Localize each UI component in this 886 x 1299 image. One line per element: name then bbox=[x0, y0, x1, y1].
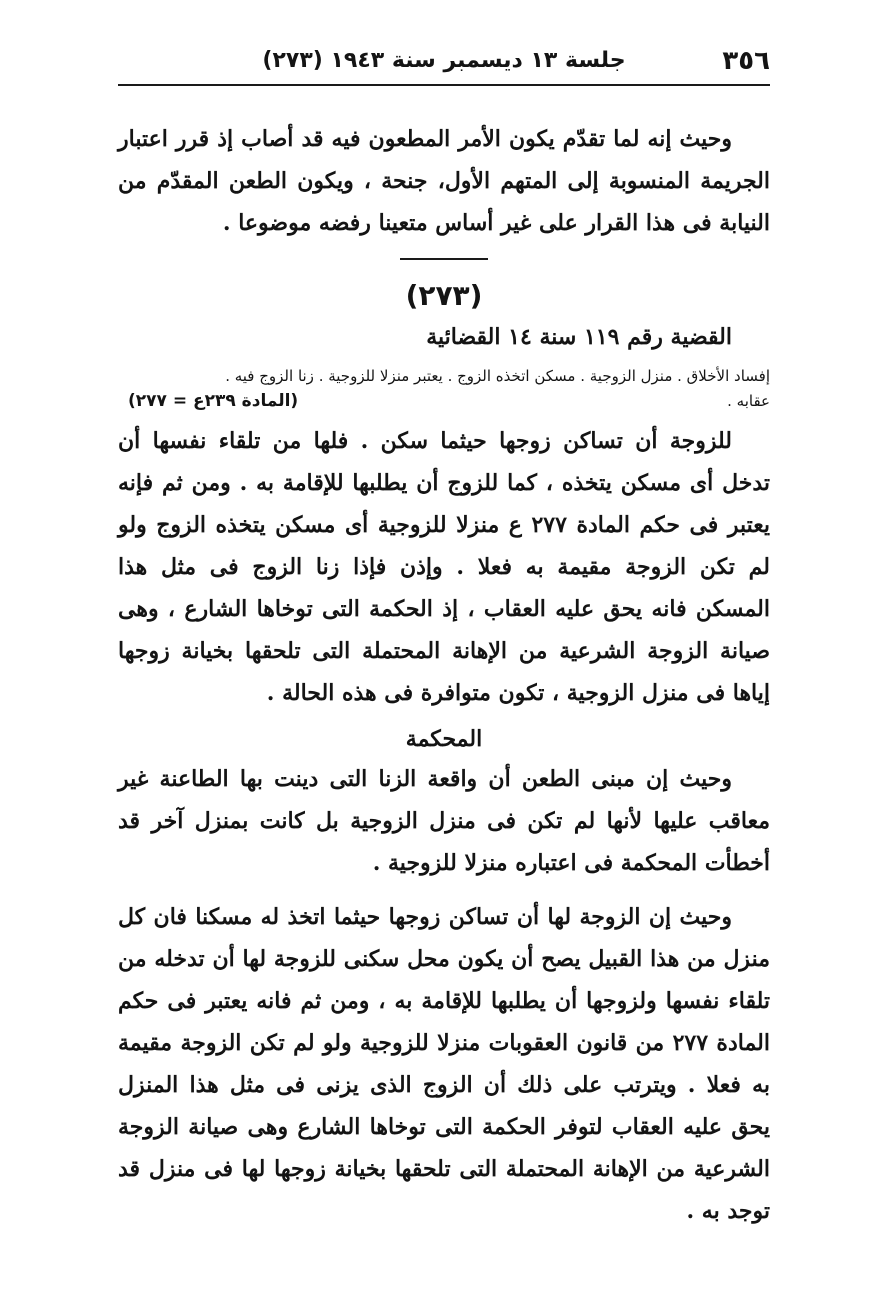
case-reference: القضية رقم ١١٩ سنة ١٤ القضائية bbox=[426, 324, 732, 350]
case-number: (٢٧٣) bbox=[405, 279, 483, 312]
page-content bbox=[118, 118, 770, 1232]
keywords-line-2-row bbox=[118, 389, 770, 414]
article-reference: (المادة ٢٣٩ع = ٢٧٧) bbox=[128, 391, 299, 411]
keywords-line-1: إفساد الأخلاق . منزل الزوجية . مسكن اتخذه الزوج . يعتبر منزلا للزوجية . زنا الزوج فيه . bbox=[225, 367, 770, 385]
previous-case-conclusion: وحيث إنه لما تقدّم يكون الأمر المطعون فيه قد أصاب إذ قرر اعتبار الجريمة المنسوبة إلى المتهم الأول، جنحة ، ويكون الطعن المقدّم من النيابة فى هذا القرار على غير أساس متعينا رفضه موضوعا . bbox=[118, 126, 770, 236]
court-paragraph-2: وحيث إن الزوجة لها أن تساكن زوجها حيثما اتخذ له مسكنا فان كل منزل من هذا القبيل يصح أن يكون محل سكنى للزوجة لها أن تدخله من تلقاء نفسها ولزوجها أن يطلبها للإقامة به ، ومن ثم فانه يعتبر فى حكم المادة ٢٧٧ من قانون العقوبات منزلا للزوجية ولو لم تكن الزوجة مقيمة به فعلا . ويترتب على ذلك أن الزوج الذى يزنى فى مثل هذا المنزل يحق عليه العقاب لتوفر الحكمة التى توخاها الشارع وهى صيانة الزوجة الشرعية من الإهانة المحتملة التى تلحقها بخيانة زوجها لها فى منزل قد توجد به . bbox=[118, 904, 770, 1224]
case-keywords bbox=[118, 364, 770, 414]
keywords-line-2: عقابه . bbox=[727, 392, 770, 410]
court-heading: المحكمة bbox=[405, 726, 483, 752]
page-header bbox=[118, 40, 770, 86]
court-paragraph-1: وحيث إن مبنى الطعن أن واقعة الزنا التى دينت بها الطاعنة غير معاقب عليها لأنها لم تكن فى منزل الزوجية بل كانت بمنزل آخر قد أخطأت المحكمة فى اعتباره منزلا للزوجية . bbox=[118, 766, 770, 876]
case-headnote: للزوجة أن تساكن زوجها حيثما سكن . فلها من تلقاء نفسها أن تدخل أى مسكن يتخذه ، كما للزوج أن يطلبها للإقامة به . ومن ثم فإنه يعتبر فى حكم المادة ٢٧٧ ع منزلا للزوجية أى مسكن يتخذه الزوج ولو لم تكن الزوجة مقيمة به فعلا . وإذن فإذا زنا الزوج فى مثل هذا المسكن فانه يحق عليه العقاب ، إذ الحكمة التى توخاها الشارع ، وهى صيانة الزوجة الشرعية من الإهانة المحتملة التى تلحقها بخيانة زوجها إياها فى منزل الزوجية ، تكون متوافرة فى هذه الحالة . bbox=[118, 428, 770, 706]
page-number: ٣٥٦ bbox=[722, 46, 770, 76]
section-separator bbox=[400, 258, 488, 260]
running-title: جلسة ١٣ ديسمبر سنة ١٩٤٣ (٢٧٣) bbox=[262, 48, 626, 73]
